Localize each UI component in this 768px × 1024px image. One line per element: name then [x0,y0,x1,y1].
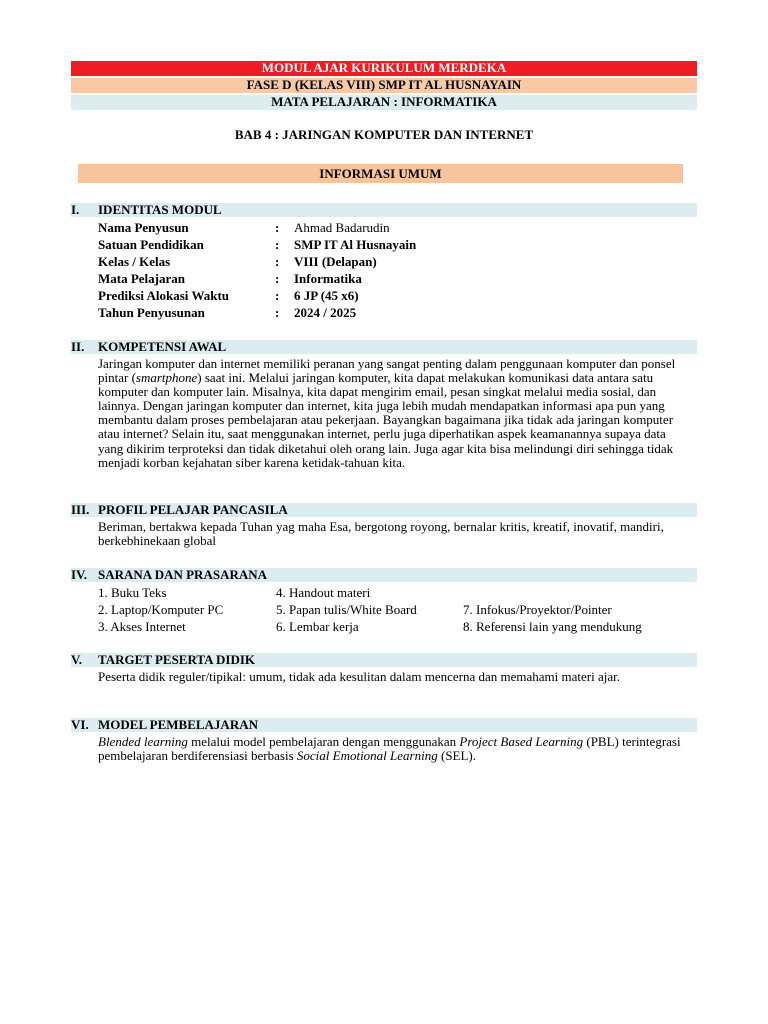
section-title: TARGET PESERTA DIDIK [98,652,256,667]
section-title: MODEL PEMBELAJARAN [98,717,258,732]
section-identitas-header [71,203,697,217]
identity-value: Ahmad Badarudin [294,220,390,235]
subject-banner: MATA PELAJARAN : INFORMATIKA [71,95,697,110]
identity-value: SMP IT Al Husnayain [294,237,417,252]
identity-row-class [98,253,377,270]
model-paragraph [98,735,688,763]
kompetensi-paragraph [98,357,688,470]
section-number: I. [71,202,80,217]
para-text: melalui model pembelajaran dengan menggunakan [187,734,460,749]
section-number: V. [71,652,82,667]
sarana-item: 2. Laptop/Komputer PC [98,602,224,617]
para-italic: Blended learning [98,734,188,749]
section-profil-header [71,503,697,517]
identity-row-year [98,304,356,321]
section-kompetensi-header [71,340,697,354]
identity-key: Nama Penyusun [98,220,189,235]
identity-key: Tahun Penyusunan [98,305,205,320]
section-title: PROFIL PELAJAR PANCASILA [98,502,288,517]
identity-key: Satuan Pendidikan [98,237,204,252]
section-target-header [71,653,697,667]
identity-colon: : [275,288,280,303]
general-info-banner: INFORMASI UMUM [78,164,683,183]
section-number: VI. [71,717,89,732]
section-sarana-header [71,568,697,582]
sarana-item: 8. Referensi lain yang mendukung [463,619,642,634]
module-title-banner: MODUL AJAR KURIKULUM MERDEKA [71,61,697,76]
section-title: KOMPETENSI AWAL [98,339,227,354]
phase-class-banner: FASE D (KELAS VIII) SMP IT AL HUSNAYAIN [71,78,697,93]
identity-row-subject [98,270,362,287]
sarana-item: 4. Handout materi [276,585,371,600]
identity-colon: : [275,271,280,286]
identity-key: Kelas / Kelas [98,254,171,269]
profil-paragraph: Beriman, bertakwa kepada Tuhan yag maha Esa, bergotong royong, bernalar kritis, kreatif, inovatif, mandiri, berkebhinekaan global [98,519,664,549]
sarana-item: 5. Papan tulis/White Board [276,602,417,617]
sarana-item: 3. Akses Internet [98,619,186,634]
identity-key: Mata Pelajaran [98,271,186,286]
identity-colon: : [275,305,280,320]
para-text: Jaringan komputer dan internet memiliki peranan yang sangat penting dalam penggunaan komputer dan ponsel pintar ( [98,356,676,386]
chapter-title: BAB 4 : JARINGAN KOMPUTER DAN INTERNET [234,127,534,142]
para-text: ) saat ini. Melalui jaringan komputer, kita dapat melakukan komunikasi data antara satu komputer dan komputer lain. Misalnya, kita dapat mengirim email, pesan singkat melalui media sosial, dan lainnya. Dengan jaringan komputer dan internet, kita juga lebih mudah mendapatkan informasi apa pun yang membantu dalam proses pembelajaran atau pekerjaan. Bayangkan bagaimana jika tidak ada jaringan komputer atau internet? Selain itu, saat menggunakan internet, perlu juga diperhatikan aspek keamanannya supaya data yang dikirim terproteksi dan tidak diketahui oleh orang lain. Juga agar kita bisa melindungi diri sehingga tidak menjadi korban kejahatan siber karena ketidak-tahuan kita. [98,370,674,470]
identity-row-author [98,219,390,236]
section-model-header [71,718,697,732]
para-text: (PBL) terintegrasi pembelajaran berdiferensiasi berbasis [98,734,681,764]
section-title: SARANA DAN PRASARANA [98,567,268,582]
identity-value: 6 JP (45 x6) [294,288,359,303]
target-paragraph: Peserta didik reguler/tipikal: umum, tidak ada kesulitan dalam mencerna dan memahami materi ajar. [98,669,620,684]
para-italic: Project Based Learning [459,734,584,749]
para-text: (SEL). [437,748,477,764]
sarana-item: 1. Buku Teks [98,585,167,600]
section-title: IDENTITAS MODUL [98,202,222,217]
identity-colon: : [275,237,280,252]
identity-value: VIII (Delapan) [294,254,377,269]
identity-key: Prediksi Alokasi Waktu [98,288,230,303]
para-italic: Social Emotional Learning [296,748,438,764]
sarana-item: 7. Infokus/Proyektor/Pointer [463,602,612,617]
identity-value: Informatika [294,271,362,286]
identity-colon: : [275,254,280,269]
section-number: IV. [71,567,88,582]
identity-row-school [98,236,416,253]
sarana-item: 6. Lembar kerja [276,619,359,634]
identity-value: 2024 / 2025 [294,305,357,320]
section-number: III. [71,502,90,517]
identity-row-time [98,287,359,304]
identity-colon: : [275,220,280,235]
para-italic: smartphone [135,370,198,386]
section-number: II. [71,339,85,354]
